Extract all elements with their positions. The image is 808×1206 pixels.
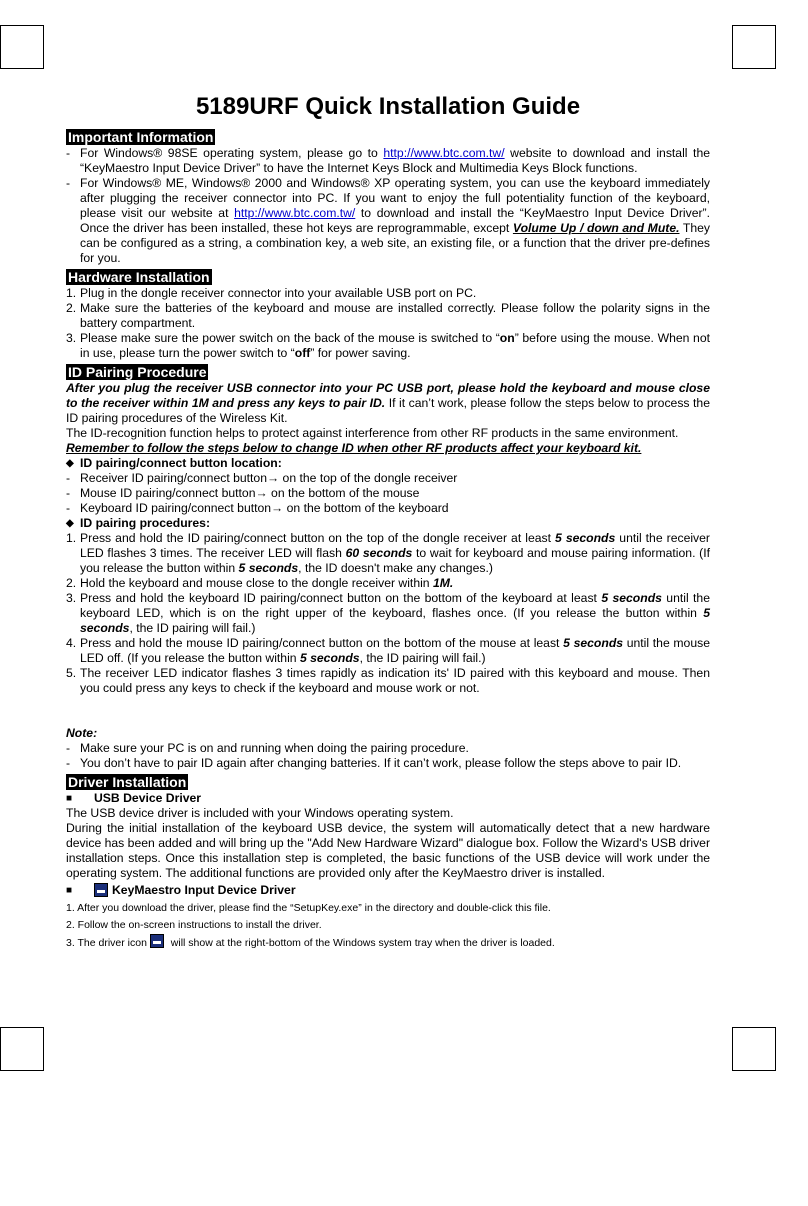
note-label: Note: <box>66 726 98 740</box>
list-item: - Receiver ID pairing/connect button→ on the top of the dongle receiver <box>66 471 458 485</box>
usb-driver-heading: ■ USB Device Driver <box>66 791 202 805</box>
pairing-remember: Remember to follow the steps below to change ID when other RF products affect your keyboard kit. <box>66 441 642 455</box>
list-item: - For Windows® ME, Windows® 2000 and Windows® XP operating system, you can use the keyboard immediately after plugging the receiver connector into PC. If you want to enjoy the full potentiality function of the keyboard, please visit our website at http://www.btc.com.tw/ to download and install the “KeyMaestro Input Device Driver”. Once the driver has been installed, these hot keys are reprogrammable, except Volume Up / down and Mute. They can be configured as a string, a combination key, a web site, an existing file, or a function that the driver pre-defines for you. <box>66 176 711 265</box>
list-item: 2. Make sure the batteries of the keyboard and mouse are installed correctly. Please follow the polarity signs in the battery compartment. <box>66 301 710 330</box>
pairing-recognition: The ID-recognition function helps to protect against interference from other RF products in the same environment. <box>66 426 679 440</box>
list-item: - Keyboard ID pairing/connect button→ on the bottom of the keyboard <box>66 501 449 515</box>
keymaestro-step: 2. Follow the on-screen instructions to install the driver. <box>66 919 322 931</box>
list-item: - You don’t have to pair ID again after changing batteries. If it can’t work, please follow the steps above to pair ID. <box>66 756 682 770</box>
keymaestro-step: 1. After you download the driver, please find the “SetupKey.exe” in the directory and double-click this file. <box>66 902 551 914</box>
list-item: - Make sure your PC is on and running when doing the pairing procedure. <box>66 741 469 755</box>
keymaestro-tray-icon <box>94 883 108 897</box>
list-item: 3. Press and hold the keyboard ID pairing/connect button on the bottom of the keyboard at least 5 seconds until the keyboard LED, which is on the right upper of the keyboard, flashes once. (If you release the button within 5 seconds, the ID pairing will fail.) <box>66 591 710 635</box>
list-item: 2. Hold the keyboard and mouse close to the dongle receiver within 1M. <box>66 576 454 590</box>
crop-mark-top-left <box>0 25 44 69</box>
square-bullet-icon: ■ <box>66 885 73 896</box>
usb-driver-paragraph: The USB device driver is included with your Windows operating system. <box>66 806 454 820</box>
crop-mark-bottom-right <box>732 1027 776 1071</box>
crop-mark-bottom-left <box>0 1027 44 1071</box>
square-bullet-icon: ■ <box>66 793 73 804</box>
keymaestro-heading: ■ KeyMaestro Input Device Driver <box>66 883 296 897</box>
hardware-list <box>66 286 710 361</box>
diamond-bullet-icon: ◆ <box>66 458 74 469</box>
procedures-heading: ◆ ID pairing procedures: <box>66 516 211 530</box>
section-heading-driver: Driver Installation <box>68 774 187 790</box>
btc-website-link[interactable]: http://www.btc.com.tw/ <box>383 146 505 160</box>
btc-website-link[interactable]: http://www.btc.com.tw/ <box>234 206 356 220</box>
list-item: - Mouse ID pairing/connect button→ on the bottom of the mouse <box>66 486 420 500</box>
crop-mark-top-right <box>732 25 776 69</box>
list-item: 3. Please make sure the power switch on the back of the mouse is switched to “on” before using the mouse. When not in use, please turn the power switch to “off” for power saving. <box>66 331 710 360</box>
location-heading: ◆ ID pairing/connect button location: <box>66 456 282 470</box>
diamond-bullet-icon: ◆ <box>66 518 74 529</box>
list-item: 1. Press and hold the ID pairing/connect button on the top of the dongle receiver at least 5 seconds until the receiver LED flashes 3 times. The receiver LED will flash 60 seconds to wait for keyboard and mouse pairing information. (If you release the button within 5 seconds, the ID doesn't make any changes.) <box>66 531 711 575</box>
section-heading-hardware: Hardware Installation <box>68 269 210 285</box>
list-item: 1. Plug in the dongle receiver connector into your available USB port on PC. <box>66 286 477 300</box>
list-item: - For Windows® 98SE operating system, please go to http://www.btc.com.tw/ website to download and install the “KeyMaestro Input Device Driver” to have the Internet Keys Block and Multimedia Keys Block functions. <box>66 146 710 175</box>
section-heading-important: Important Information <box>68 129 214 145</box>
important-list <box>66 146 710 266</box>
list-item: 5. The receiver LED indicator flashes 3 times rapidly as indication its' ID paired with this keyboard and mouse. Then you could press any keys to check if the keyboard and mouse work or not. <box>66 666 710 695</box>
section-heading-pairing: ID Pairing Procedure <box>68 364 207 380</box>
page-title: 5189URF Quick Installation Guide <box>195 93 581 120</box>
keymaestro-tray-icon <box>150 934 164 948</box>
list-item: 4. Press and hold the mouse ID pairing/connect button on the bottom of the mouse at least 5 seconds until the mouse LED off. (If you release the button within 5 seconds, the ID pairing will fail.) <box>66 636 710 665</box>
pairing-intro: After you plug the receiver USB connector into your PC USB port, please hold the keyboard and mouse close to the receiver within 1M and press any keys to pair ID. If it can’t work, please follow the steps below to process the ID pairing procedures of the Wireless Kit. <box>66 381 710 425</box>
keymaestro-step: 3. The driver icon will show at the right-bottom of the Windows system tray when the driver is loaded. <box>66 934 710 952</box>
document-page <box>66 92 710 952</box>
usb-driver-paragraph: During the initial installation of the keyboard USB device, the system will automatically detect that a new hardware device has been added and will bring up the "Add New Hardware Wizard" dialogue box. Follow the Wizard's USB driver installation steps. Once this installation step is completed, the basic functions of the USB device will work under the operating system. The additional functions are provided only after the KeyMaestro driver is installed. <box>66 821 710 880</box>
